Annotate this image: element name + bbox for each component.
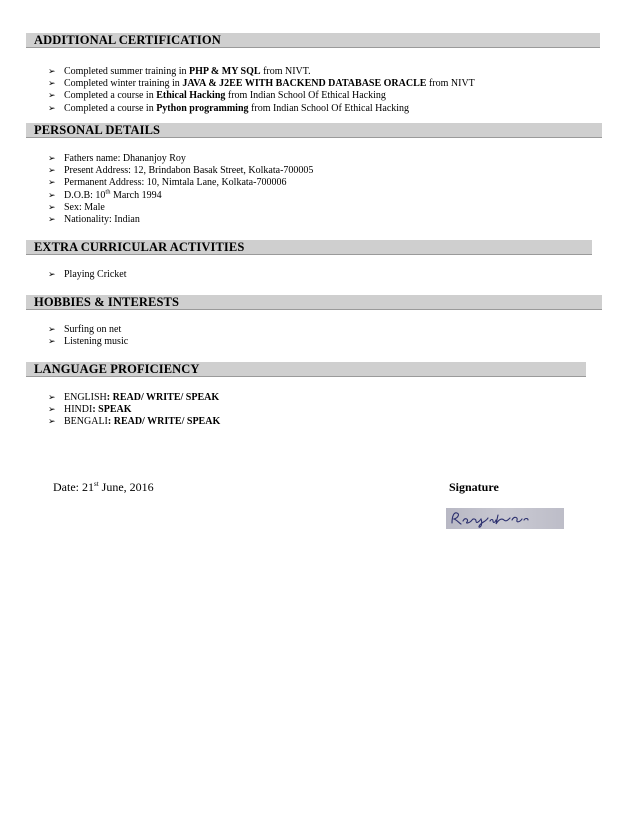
- arrow-bullet-icon: ➢: [48, 103, 56, 114]
- section-header-certification: ADDITIONAL CERTIFICATION: [26, 33, 600, 48]
- signature-image: [446, 508, 564, 529]
- arrow-bullet-icon: ➢: [48, 67, 56, 77]
- signature-label: Signature: [449, 480, 499, 494]
- arrow-bullet-icon: ➢: [48, 337, 56, 348]
- section-header-personal-details: PERSONAL DETAILS: [26, 123, 602, 138]
- arrow-bullet-icon: ➢: [48, 91, 56, 102]
- list-item: ➢ Playing Cricket: [48, 269, 127, 280]
- arrow-bullet-icon: ➢: [48, 393, 56, 403]
- arrow-bullet-icon: ➢: [48, 178, 56, 189]
- arrow-bullet-icon: ➢: [48, 325, 56, 335]
- list-item: ➢ Listening music: [48, 336, 129, 348]
- certification-list: [48, 66, 475, 115]
- section-header-hobbies: HOBBIES & INTERESTS: [26, 295, 602, 310]
- extra-curricular-list: [48, 269, 127, 281]
- arrow-bullet-icon: ➢: [48, 202, 56, 213]
- list-item: ➢ Nationality: Indian: [48, 214, 140, 226]
- language-list: [48, 392, 220, 429]
- list-item: ➢ Permanent Address: 10, Nimtala Lane, Kolkata-700006: [48, 177, 287, 189]
- list-item: ➢ HINDI: SPEAK: [48, 404, 132, 416]
- list-item: ➢ Completed a course in Python programming from Indian School Of Ethical Hacking: [48, 102, 410, 114]
- list-item: ➢ Present Address: 12, Brindabon Basak Street, Kolkata-700005: [48, 165, 314, 177]
- list-item: ➢ Completed winter training in JAVA & J2EE WITH BACKEND DATABASE ORACLE from NIVT: [48, 78, 475, 90]
- section-header-language: LANGUAGE PROFICIENCY: [26, 362, 586, 377]
- list-item: ➢ ENGLISH: READ/ WRITE/ SPEAK: [48, 392, 220, 403]
- list-item: ➢ BENGALI: READ/ WRITE/ SPEAK: [48, 416, 221, 428]
- list-item: ➢ Fathers name: Dhananjoy Roy: [48, 153, 186, 164]
- list-item: ➢ Completed a course in Ethical Hacking from Indian School Of Ethical Hacking: [48, 90, 386, 102]
- arrow-bullet-icon: ➢: [48, 270, 56, 280]
- arrow-bullet-icon: ➢: [48, 215, 56, 226]
- arrow-bullet-icon: ➢: [48, 166, 56, 177]
- list-item: ➢ Surfing on net: [48, 324, 122, 335]
- list-item: ➢ Completed summer training in PHP & MY SQL from NIVT.: [48, 66, 311, 77]
- hobbies-list: [48, 324, 128, 348]
- personal-details-list: [48, 153, 313, 226]
- arrow-bullet-icon: ➢: [48, 154, 56, 164]
- section-header-extra-curricular: EXTRA CURRICULAR ACTIVITIES: [26, 240, 592, 255]
- list-item: ➢ Sex: Male: [48, 201, 105, 213]
- list-item-dob: ➢ D.O.B: 10th March 1994: [48, 188, 162, 201]
- arrow-bullet-icon: ➢: [48, 190, 56, 201]
- arrow-bullet-icon: ➢: [48, 417, 56, 428]
- arrow-bullet-icon: ➢: [48, 79, 56, 90]
- arrow-bullet-icon: ➢: [48, 405, 56, 416]
- date-line: Date: 21st June, 2016: [53, 480, 154, 494]
